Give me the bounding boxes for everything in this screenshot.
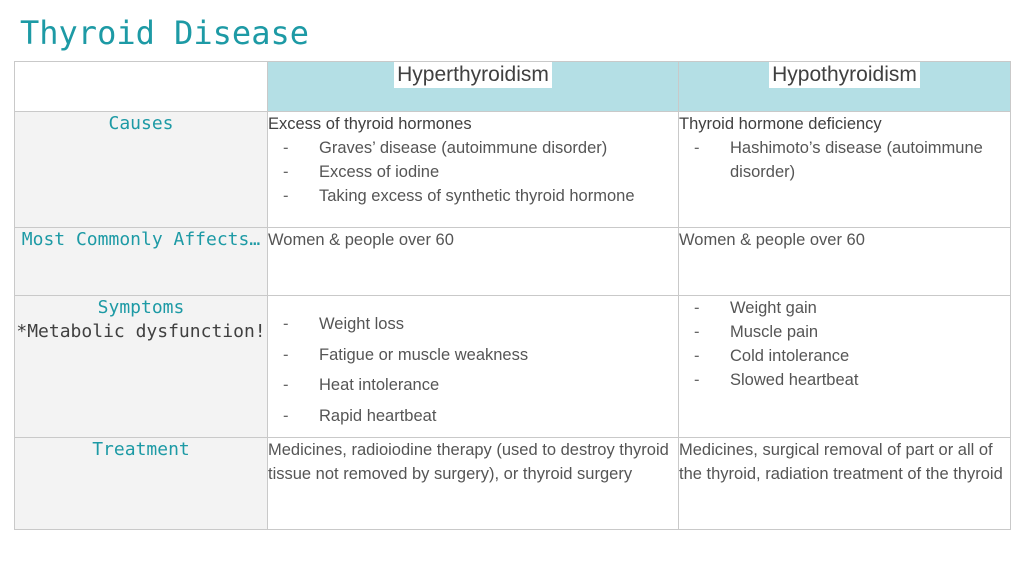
table-header-row xyxy=(15,62,1011,112)
list-item: - Weight gain xyxy=(679,296,1010,320)
page-title: Thyroid Disease xyxy=(20,14,309,52)
list-item: - Graves’ disease (autoimmune disorder) xyxy=(268,136,678,160)
column-header-hypothyroidism xyxy=(679,62,1011,112)
row-header-affects: Most Commonly Affects… xyxy=(15,228,268,296)
list-item: - Weight loss xyxy=(268,312,678,336)
column-header-label: Hypothyroidism xyxy=(769,62,920,88)
comparison-table xyxy=(14,61,1011,530)
cell-affects-hypo: Women & people over 60 xyxy=(679,228,1011,296)
list-item: - Slowed heartbeat xyxy=(679,368,1010,392)
row-header-symptoms xyxy=(15,296,268,438)
column-header-label: Hyperthyroidism xyxy=(394,62,552,88)
cell-causes-hyper xyxy=(268,112,679,228)
list-item: - Excess of iodine xyxy=(268,160,678,184)
row-header-symptoms-label: Symptoms xyxy=(97,297,185,318)
list-item: - Fatigue or muscle weakness xyxy=(268,343,678,367)
list-item: - Rapid heartbeat xyxy=(268,404,678,428)
cell-treatment-hypo: Medicines, surgical removal of part or all of the thyroid, radiation treatment of the thyroid xyxy=(679,438,1011,530)
row-header-symptoms-note: *Metabolic dysfunction! xyxy=(16,321,266,342)
list-item: - Taking excess of synthetic thyroid hormone xyxy=(268,184,678,208)
list-item: - Hashimoto’s disease (autoimmune disorder) xyxy=(679,136,1010,184)
corner-cell xyxy=(15,62,268,112)
row-header-treatment: Treatment xyxy=(15,438,268,530)
table-row-symptoms xyxy=(15,296,1011,438)
table-row-treatment xyxy=(15,438,1011,530)
causes-hypo-lead: Thyroid hormone deficiency xyxy=(679,115,882,133)
list-item: - Muscle pain xyxy=(679,320,1010,344)
table-row-affects xyxy=(15,228,1011,296)
cell-symptoms-hyper xyxy=(268,296,679,438)
cell-symptoms-hypo xyxy=(679,296,1011,438)
list-item: - Heat intolerance xyxy=(268,373,678,397)
causes-hyper-list xyxy=(268,136,678,208)
row-header-causes: Causes xyxy=(15,112,268,228)
column-header-hyperthyroidism xyxy=(268,62,679,112)
list-item: - Cold intolerance xyxy=(679,344,1010,368)
symptoms-hyper-list xyxy=(268,312,678,428)
table-row-causes xyxy=(15,112,1011,228)
causes-hyper-lead: Excess of thyroid hormones xyxy=(268,115,472,133)
causes-hypo-list xyxy=(679,136,1010,184)
cell-affects-hyper: Women & people over 60 xyxy=(268,228,679,296)
cell-treatment-hyper: Medicines, radioiodine therapy (used to destroy thyroid tissue not removed by surgery), or thyroid surgery xyxy=(268,438,679,530)
cell-causes-hypo xyxy=(679,112,1011,228)
symptoms-hypo-list xyxy=(679,296,1010,392)
